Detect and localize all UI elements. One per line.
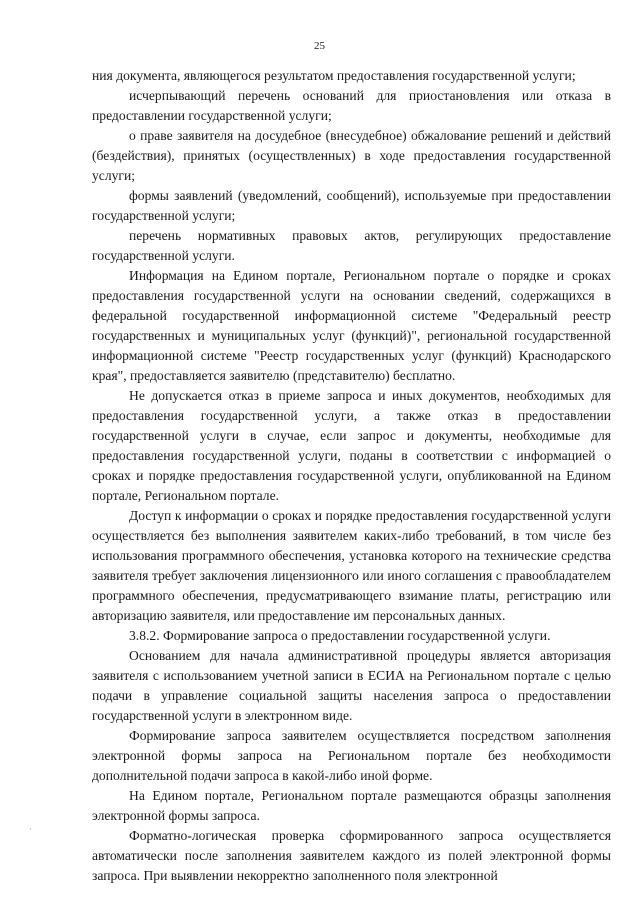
paragraph-suspension-grounds: исчерпывающий перечень оснований для приостановления или отказа в предоставлении государственной услуги; (92, 88, 611, 123)
paragraph-information-access: Доступ к информации о сроках и порядке предоставления государственной услуги осуществляется без выполнения заявителем каких-либо требований, в том числе без использования программного обеспечения, установка которого на технические средства заявителя требует заключения лицензионного или иного соглашения с правообладателем программного обеспечения, предусматривающего взимание платы, регистрацию или авторизацию заявителя, или предоставление им персональных данных. (92, 508, 611, 623)
paragraph-regulatory-acts: перечень нормативных правовых актов, регулирующих предоставление государственной услуги. (92, 228, 611, 263)
paragraph-format-check: Форматно-логическая проверка сформированного запроса осуществляется автоматически после заполнения заявителем каждого из полей электронной формы запроса. При выявлении некорректно заполненного поля электронной (92, 828, 611, 883)
paragraph-appeal-right: о праве заявителя на досудебное (внесудебное) обжалование решений и действий (бездействия), принятых (осуществленных) в ходе предоставления государственной услуги; (92, 128, 611, 183)
paragraph-portal-information: Информация на Едином портале, Региональном портале о порядке и сроках предоставления государственной услуги на основании сведений, содержащихся в федеральной государственной информационной системе "Федеральный реестр государственных и муниципальных услуг (функций)", региональной государственной информационной системе "Реестр государственных услуг (функций) Краснодарского края", предоставляется заявителю (представителю) бесплатно. (92, 268, 611, 383)
paragraph-refusal-prohibition: Не допускается отказ в приеме запроса и иных документов, необходимых для предоставления государственной услуги, а также отказ в предоставлении государственной услуги в случае, если запрос и документы, необходимые для предоставления государственной услуги, поданы в соответствии с информацией о сроках и порядке предоставления государственной услуги, опубликованной на Едином портале, Региональном портале. (92, 388, 611, 503)
section-heading-3-8-2: 3.8.2. Формирование запроса о предоставлении государственной услуги. (129, 628, 551, 643)
document-body (92, 66, 611, 886)
paragraph-form-samples: На Едином портале, Региональном портале размещаются образцы заполнения электронной формы запроса. (92, 788, 611, 823)
paragraph-request-formation: Формирование запроса заявителем осуществляется посредством заполнения электронной формы запроса на Региональном портале без необходимости дополнительной подачи запроса в какой-либо иной форме. (92, 728, 611, 783)
scan-mark: · (29, 825, 32, 834)
page-number: 25 (314, 40, 325, 52)
paragraph-continuation: ния документа, являющегося результатом предоставления государственной услуги; (92, 68, 576, 83)
paragraph-procedure-basis: Основанием для начала административной процедуры является авторизация заявителя с использованием учетной записи в ЕСИА на Региональном портале с целью подачи в управление социальной защиты населения запроса о предоставлении государственной услуги в электронном виде. (92, 648, 611, 723)
paragraph-application-forms: формы заявлений (уведомлений, сообщений), используемые при предоставлении государственной услуги; (92, 188, 611, 223)
